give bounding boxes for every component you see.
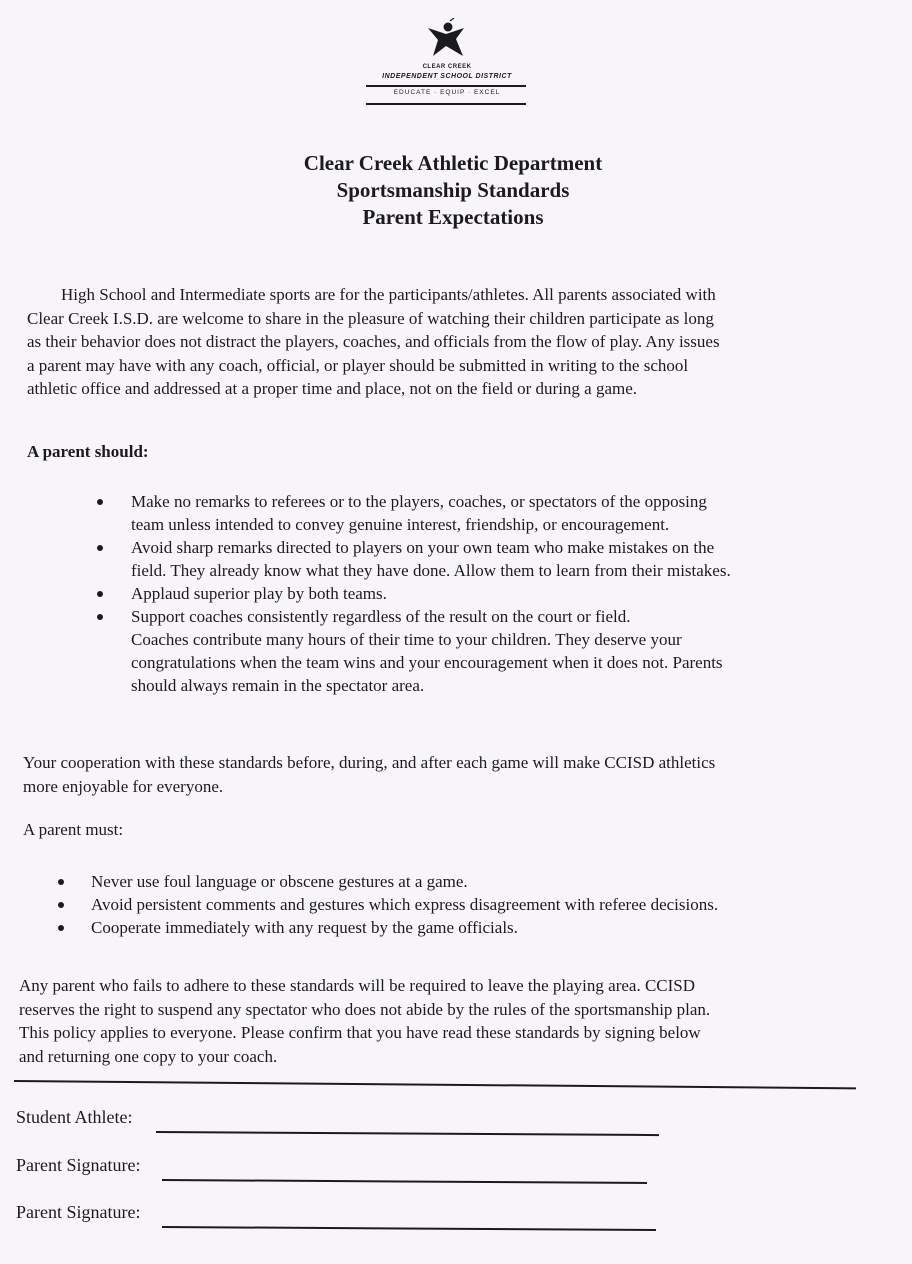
list-item [131, 582, 731, 605]
list-item-text: Avoid persistent comments and gestures which express disagreement with referee decisions. [91, 895, 719, 914]
heading-line-1: Clear Creek Athletic Department [303, 151, 603, 175]
logo-motto-line: EDUCATE · EQUIP · EXCEL [393, 89, 501, 96]
intro-line: Clear Creek I.S.D. are welcome to share in the pleasure of watching their children participate as long [27, 308, 714, 328]
list-item-text: Cooperate immediately with any request by the game officials. [91, 918, 518, 937]
list-item-text: Never use foul language or obscene gestures at a game. [91, 872, 468, 891]
bullet-icon [58, 902, 64, 908]
document-heading [0, 150, 906, 231]
intro-paragraph [27, 283, 720, 401]
bullet-icon [97, 591, 103, 597]
bullet-icon [58, 879, 64, 885]
intro-line: as their behavior does not distract the players, coaches, and officials from the flow of play. Any issues [27, 332, 720, 351]
logo-rule-top [366, 85, 526, 87]
student-athlete-signature-field[interactable] [16, 1107, 133, 1128]
list-item [131, 536, 731, 582]
star-figure-icon [366, 18, 528, 68]
list-item [131, 605, 731, 697]
logo-name-line: CLEAR CREEK [422, 64, 472, 70]
list-item-line: Make no remarks to referees or to the players, coaches, or spectators of the opposing [131, 492, 707, 511]
logo-rule-bottom [366, 103, 526, 105]
section-divider [14, 1080, 856, 1089]
bullet-icon [97, 499, 103, 505]
list-item [131, 490, 731, 536]
parent-signature-field-1[interactable] [16, 1155, 140, 1176]
list-item [91, 893, 718, 916]
parent-should-list [131, 490, 731, 697]
bullet-icon [97, 545, 103, 551]
list-item-line: team unless intended to convey genuine interest, friendship, or encouragement. [131, 515, 670, 534]
bullet-icon [58, 925, 64, 931]
intro-line: High School and Intermediate sports are for the participants/athletes. All parents associated with [61, 285, 716, 304]
district-logo [366, 18, 528, 110]
cooperation-line: more enjoyable for everyone. [23, 776, 224, 796]
list-item-line: Applaud superior play by both teams. [131, 584, 387, 603]
list-item-line: should always remain in the spectator area. [131, 676, 425, 695]
parent-must-label: A parent must: [23, 820, 124, 839]
heading-line-3: Parent Expectations [362, 205, 544, 229]
closing-line: Any parent who fails to adhere to these standards will be required to leave the playing area. CCISD [19, 976, 696, 995]
list-item-line: congratulations when the team wins and your encouragement when it does not. Parents [131, 653, 723, 672]
student-athlete-signature-line[interactable] [156, 1131, 659, 1136]
parent-should-label: A parent should: [27, 442, 149, 461]
closing-paragraph [19, 974, 710, 1068]
list-item [91, 870, 718, 893]
list-item [91, 916, 718, 939]
intro-line: a parent may have with any coach, official, or player should be submitted in writing to the school [27, 355, 689, 375]
bullet-icon [97, 614, 103, 620]
closing-line: reserves the right to suspend any spectator who does not abide by the rules of the sportsmanship plan. [19, 999, 711, 1019]
cooperation-paragraph [23, 751, 715, 798]
list-item-line: Coaches contribute many hours of their time to your children. They deserve your [131, 630, 682, 649]
list-item-line: field. They already know what they have done. Allow them to learn from their mistakes. [131, 561, 731, 580]
logo-district-line: INDEPENDENT SCHOOL DISTRICT [382, 73, 512, 80]
list-item-line: Support coaches consistently regardless of the result on the court or field. [131, 607, 631, 626]
heading-line-2: Sportsmanship Standards [336, 178, 570, 202]
parent-signature-label: Parent Signature: [16, 1155, 141, 1175]
closing-line: This policy applies to everyone. Please confirm that you have read these standards by signing below [19, 1023, 701, 1042]
closing-line: and returning one copy to your coach. [19, 1046, 278, 1066]
parent-signature-label: Parent Signature: [16, 1202, 141, 1222]
list-item-line: Avoid sharp remarks directed to players on your own team who make mistakes on the [131, 538, 715, 557]
parent-signature-field-2[interactable] [16, 1202, 140, 1223]
parent-signature-line[interactable] [162, 1226, 656, 1231]
student-athlete-label: Student Athlete: [16, 1107, 133, 1127]
parent-must-list [91, 870, 718, 939]
intro-line: athletic office and addressed at a proper time and place, not on the field or during a game. [27, 379, 638, 398]
parent-signature-line[interactable] [162, 1179, 647, 1183]
cooperation-line: Your cooperation with these standards before, during, and after each game will make CCISD athletics [23, 753, 716, 772]
